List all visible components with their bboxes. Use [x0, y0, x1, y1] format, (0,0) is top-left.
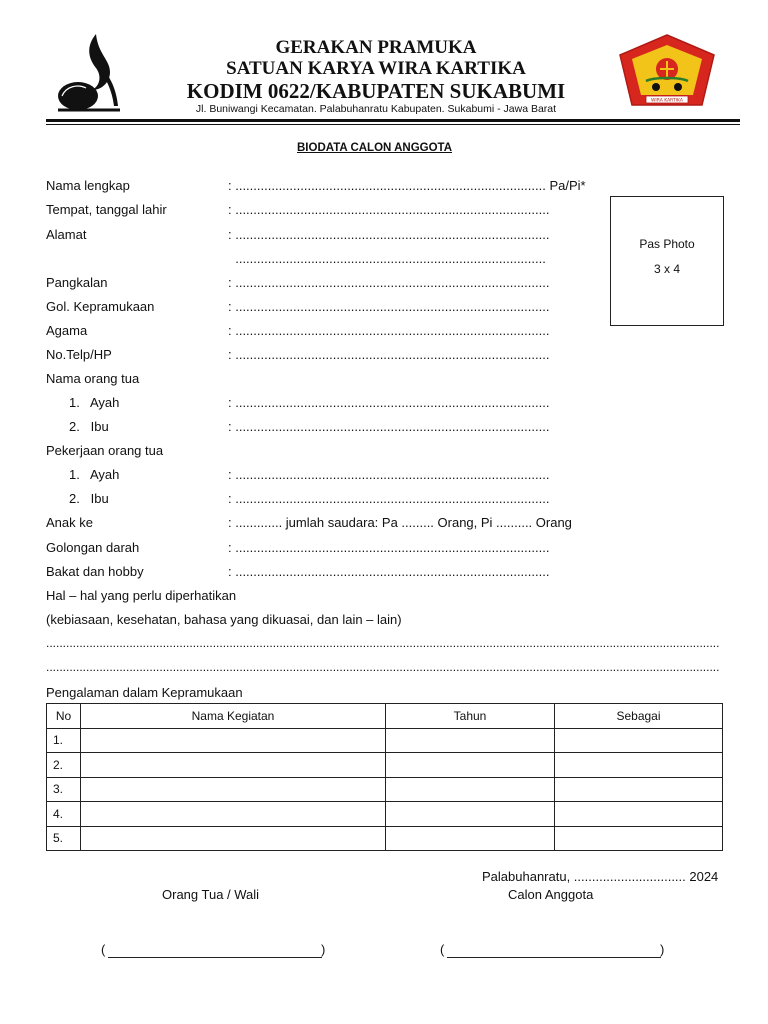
header-org-name: GERAKAN PRAMUKA: [275, 37, 477, 58]
table-cell[interactable]: [555, 826, 723, 851]
row-number-cell: 3.: [47, 777, 81, 802]
field-value[interactable]: ......................................................................................: [228, 251, 546, 266]
emblem-ribbon-text: WIRA KARTIKA: [650, 98, 684, 104]
table-row: [47, 826, 723, 851]
header-address: Jl. Buniwangi Kecamatan. Palabuhanratu Kabupaten. Sukabumi - Jawa Barat: [195, 103, 557, 115]
field-label: Anak ke: [46, 515, 93, 530]
field-value[interactable]: : .......................................................................................: [228, 227, 550, 242]
field-value[interactable]: : .......................................................................................: [228, 202, 550, 217]
wira-kartika-emblem: [616, 33, 718, 115]
col-header-tahun: Tahun: [386, 704, 555, 729]
field-label: 1. Ayah: [69, 395, 120, 410]
field-value[interactable]: : ............. jumlah saudara: Pa ......... Orang, Pi .......... Orang: [228, 515, 572, 530]
notes-heading: Hal – hal yang perlu diperhatikan: [46, 588, 237, 603]
field-label: Nama orang tua: [46, 371, 140, 386]
notes-subheading: (kebiasaan, kesehatan, bahasa yang dikuasai, dan lain – lain): [46, 612, 402, 627]
notes-line-1[interactable]: ..........................................................................................................................................................................................................: [46, 636, 720, 650]
header-rule-thin: [46, 124, 740, 125]
field-value[interactable]: : .......................................................................................: [228, 323, 550, 338]
field-label: Golongan darah: [46, 540, 140, 555]
field-label: 2. Ibu: [69, 419, 109, 434]
header-rule-thick: [46, 119, 740, 122]
field-label: Pangkalan: [46, 275, 108, 290]
row-number-cell: 2.: [47, 753, 81, 778]
table-cell[interactable]: [555, 777, 723, 802]
field-label: Pekerjaan orang tua: [46, 443, 164, 458]
table-cell[interactable]: [386, 728, 555, 753]
field-label: Tempat, tanggal lahir: [46, 202, 167, 217]
experience-heading: Pengalaman dalam Kepramukaan: [46, 685, 243, 700]
field-value[interactable]: : .......................................................................................: [228, 395, 550, 410]
photo-box: [610, 196, 724, 326]
field-label: Bakat dan hobby: [46, 564, 144, 579]
row-number-cell: 4.: [47, 802, 81, 827]
table-cell[interactable]: [81, 802, 386, 827]
table-row: [47, 777, 723, 802]
table-cell[interactable]: [555, 802, 723, 827]
table-cell[interactable]: [386, 777, 555, 802]
field-value[interactable]: : .......................................................................................: [228, 491, 550, 506]
candidate-signature-paren-close: ): [660, 942, 665, 957]
row-number-cell: 5.: [47, 826, 81, 851]
col-header-no: No: [47, 704, 81, 729]
field-label: 2. Ibu: [69, 491, 109, 506]
photo-box-size: 3 x 4: [653, 262, 680, 276]
field-value[interactable]: : .......................................................................................: [228, 467, 550, 482]
field-label: Alamat: [46, 227, 87, 242]
field-value[interactable]: : .......................................................................................: [228, 299, 550, 314]
field-value[interactable]: : .......................................................................................: [228, 540, 550, 555]
photo-box-label: Pas Photo: [639, 237, 695, 251]
col-header-sebagai: Sebagai: [555, 704, 723, 729]
header-kodim-name: KODIM 0622/KABUPATEN SUKABUMI: [186, 79, 566, 103]
field-value[interactable]: : .......................................................................................: [228, 347, 550, 362]
table-cell[interactable]: [386, 826, 555, 851]
pramuka-logo: [52, 28, 126, 120]
field-value[interactable]: : .......................................................................................: [228, 419, 550, 434]
field-label: Gol. Kepramukaan: [46, 299, 155, 314]
table-cell[interactable]: [81, 826, 386, 851]
header-unit-name: SATUAN KARYA WIRA KARTIKA: [226, 58, 526, 79]
place-date[interactable]: Palabuhanratu, ............................... 2024: [482, 869, 719, 884]
field-value[interactable]: : .......................................................................................: [228, 275, 550, 290]
field-value[interactable]: : ...................................................................................... Pa/Pi*: [228, 178, 586, 193]
field-label: 1. Ayah: [69, 467, 120, 482]
table-cell[interactable]: [81, 777, 386, 802]
parent-signature-label: Orang Tua / Wali: [162, 887, 260, 902]
table-cell[interactable]: [386, 802, 555, 827]
table-row: [47, 753, 723, 778]
parent-signature-paren-open: (: [101, 942, 106, 957]
col-header-kegiatan: Nama Kegiatan: [81, 704, 386, 729]
table-row: [47, 728, 723, 753]
candidate-signature-label: Calon Anggota: [508, 887, 594, 902]
row-number-cell: 1.: [47, 728, 81, 753]
table-cell[interactable]: [81, 753, 386, 778]
candidate-signature-paren-open: (: [440, 942, 445, 957]
field-label: No.Telp/HP: [46, 347, 112, 362]
table-row: [47, 802, 723, 827]
table-cell[interactable]: [386, 753, 555, 778]
field-value[interactable]: : .......................................................................................: [228, 564, 550, 579]
table-cell[interactable]: [81, 728, 386, 753]
experience-table: [46, 703, 723, 851]
experience-table-header: [47, 704, 723, 729]
field-label: Agama: [46, 323, 88, 338]
candidate-signature-line[interactable]: [447, 957, 661, 958]
parent-signature-paren-close: ): [321, 942, 326, 957]
notes-line-2[interactable]: ..........................................................................................................................................................................................................: [46, 660, 720, 674]
parent-signature-line[interactable]: [108, 957, 322, 958]
form-title: BIODATA CALON ANGGOTA: [297, 142, 453, 154]
field-label: Nama lengkap: [46, 178, 130, 193]
table-cell[interactable]: [555, 753, 723, 778]
table-cell[interactable]: [555, 728, 723, 753]
